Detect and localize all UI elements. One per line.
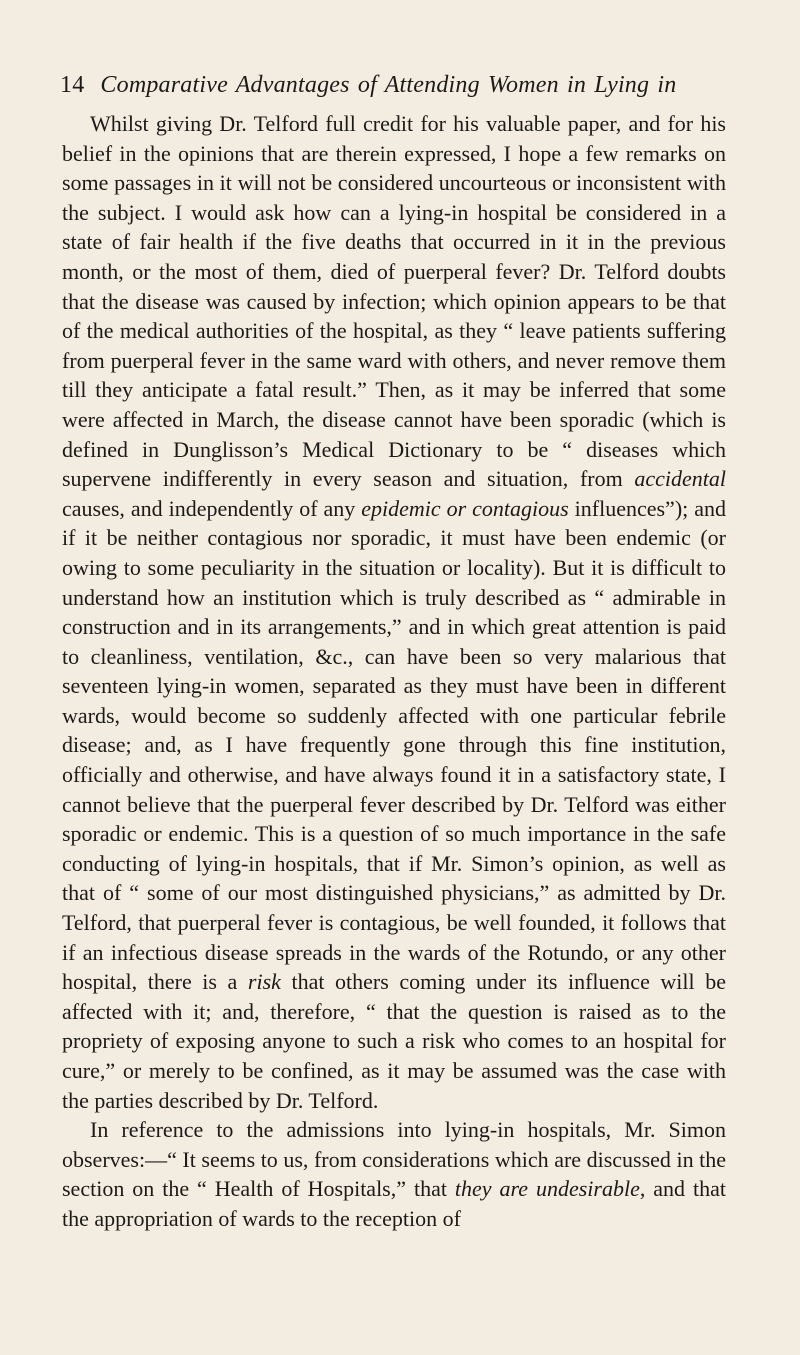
italic-accidental: accidental	[634, 466, 726, 492]
paragraph-1-text-d: that others coming under its influence will be affected with it; and, therefore, “ that the question is raised as to the propriety of exposing anyone to such a risk who comes to an hospital for cure,” or merely to be confined, as it may be assumed was the case with the parties described by Dr. Telford.	[62, 969, 726, 1113]
paragraph-1-text-c: influences”); and if it be neither contagious nor sporadic, it must have been endemic (or owing to some peculiarity in the situation or locality). But it is difficult to understand how an institution which is truly described as “ admirable in construction and in its arrangements,” and in which great attention is paid to cleanliness, ventilation, &c., can have been so very malarious that seventeen lying-in women, separated as they must have been in different wards, would become so suddenly affected with one particular febrile disease; and, as I have frequently gone through this fine institution, officially and otherwise, and have always found it in a satisfactory state, I cannot believe that the puerperal fever described by Dr. Telford was either sporadic or endemic. This is a question of so much importance in the safe conducting of lying-in hospitals, that if Mr. Simon’s opinion, as well as that of “ some of our most distinguished physicians,” as admitted by Dr. Telford, that puerperal fever is contagious, be well founded, it follows that if an infectious disease spreads in the wards of the Rotundo, or any other hospital, there is a	[62, 495, 726, 995]
running-head-title: Comparative Advantages of Attending Women in Lying in	[100, 72, 677, 98]
paragraph-2-text-a: In reference to the admissions into lying-in hospitals, Mr. Simon observes:—“ It seems to us, from considerations which are discussed in the section on the “ Health of Hospitals,” that	[62, 1117, 726, 1202]
italic-they-are-undesirable: they are undesirable	[454, 1176, 640, 1202]
paragraph-1-text-a: Whilst giving Dr. Telford full credit for his valuable paper, and for his belief in the opinions that are therein expressed, I hope a few remarks on some passages in it will not be considered uncourteous or inconsistent with the subject. I would ask how can a lying-in hospital be considered in a state of fair health if the five deaths that occurred in it in the previous month, or the most of them, died of puerperal fever? Dr. Telford doubts that the disease was caused by infection; which opinion appears to be that of the medical authorities of the hospital, as they “ leave patients suffering from puerperal fever in the same ward with others, and never remove them till they anticipate a fatal result.” Then, as it may be inferred that some were affected in March, the disease cannot have been sporadic (which is defined in Dunglisson’s Medical Dictionary to be “ diseases which supervene indifferently in every season and situation, from	[62, 111, 726, 492]
running-head	[60, 72, 726, 99]
page-number: 14	[60, 72, 85, 98]
italic-epidemic-or-contagious: epidemic or contagious	[361, 495, 569, 521]
paragraph-telford-critique	[62, 109, 726, 1115]
italic-risk: risk	[247, 969, 281, 995]
body-text	[60, 109, 726, 1234]
paragraph-admissions	[62, 1115, 726, 1233]
paragraph-2-text-b: , and that the appropriation of wards to the reception of	[62, 1176, 726, 1231]
paragraph-1-text-b: causes, and independently of any	[62, 495, 362, 521]
